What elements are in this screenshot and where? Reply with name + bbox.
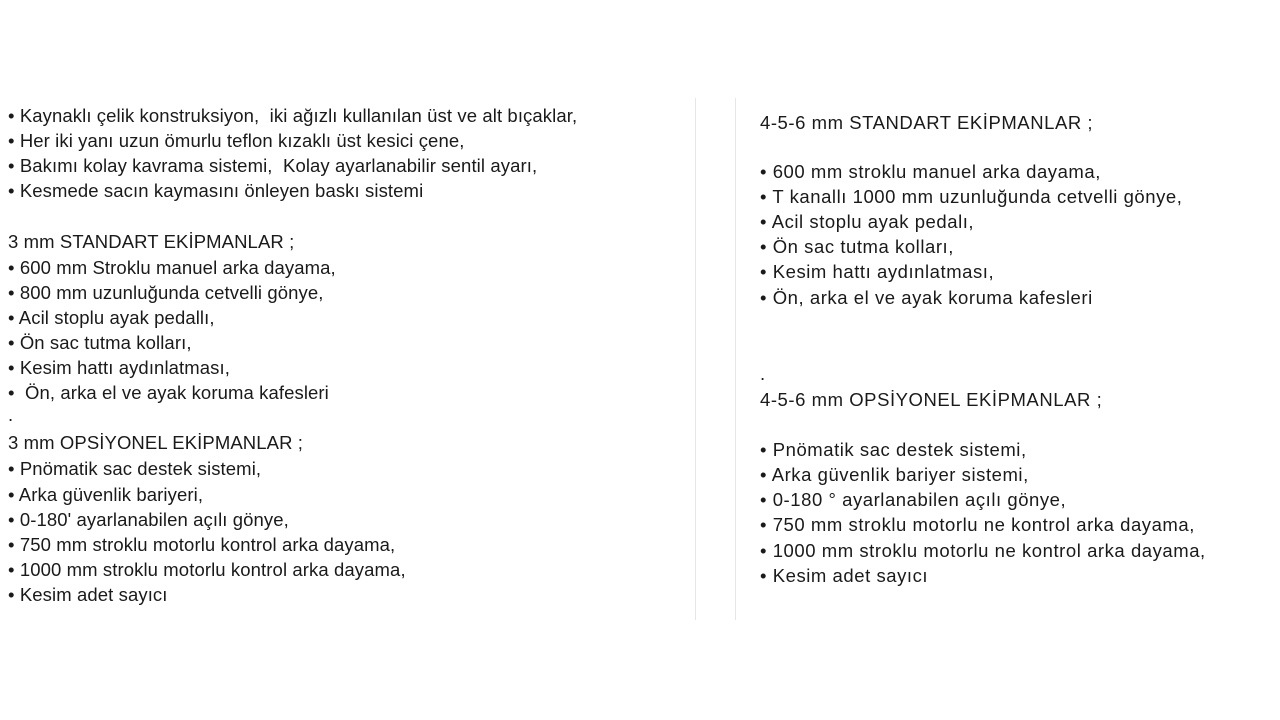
optional-item: • Pnömatik sac destek sistemi, xyxy=(8,458,262,479)
feature-item: • Bakımı kolay kavrama sistemi, Kolay ayarlanabilir sentil ayarı, xyxy=(8,155,538,176)
standard-heading-3mm: 3 mm STANDART EKİPMANLAR ; xyxy=(8,231,295,252)
optional-item: • Arka güvenlik bariyeri, xyxy=(8,484,204,505)
optional-item: • Kesim adet sayıcı xyxy=(8,584,168,605)
optional-heading-3mm: 3 mm OPSİYONEL EKİPMANLAR ; xyxy=(8,432,304,453)
standard-item: • Acil stoplu ayak pedallı, xyxy=(8,307,215,328)
column-divider-right xyxy=(735,98,736,620)
standard-item: • 800 mm uzunluğunda cetvelli gönye, xyxy=(8,282,324,303)
standard-item: • Kesim hattı aydınlatması, xyxy=(760,261,995,282)
optional-item: • 0-180' ayarlanabilen açılı gönye, xyxy=(8,509,289,530)
optional-item: • Arka güvenlik bariyer sistemi, xyxy=(760,464,1029,485)
separator-dot: . xyxy=(8,404,14,425)
standard-item: • Ön sac tutma kolları, xyxy=(760,236,954,257)
optional-item: • 0-180 ° ayarlanabilen açılı gönye, xyxy=(760,489,1067,510)
feature-item: • Her iki yanı uzun ömurlu teflon kızaklı üst kesici çene, xyxy=(8,130,465,151)
optional-heading-456mm: 4-5-6 mm OPSİYONEL EKİPMANLAR ; xyxy=(760,389,1103,410)
feature-item: • Kesmede sacın kaymasını önleyen baskı sistemi xyxy=(8,180,424,201)
standard-item: • Acil stoplu ayak pedalı, xyxy=(760,211,975,232)
optional-item: • 1000 mm stroklu motorlu kontrol arka dayama, xyxy=(8,559,406,580)
optional-item: • 750 mm stroklu motorlu kontrol arka dayama, xyxy=(8,534,396,555)
standard-item: • Kesim hattı aydınlatması, xyxy=(8,357,231,378)
standard-heading-456mm: 4-5-6 mm STANDART EKİPMANLAR ; xyxy=(760,112,1094,133)
standard-item: • T kanallı 1000 mm uzunluğunda cetvelli gönye, xyxy=(760,186,1183,207)
standard-item: • 600 mm Stroklu manuel arka dayama, xyxy=(8,257,336,278)
standard-item: • Ön, arka el ve ayak koruma kafesleri xyxy=(760,287,1093,308)
column-divider-left xyxy=(695,98,696,620)
optional-item: • Kesim adet sayıcı xyxy=(760,565,929,586)
optional-item: • 750 mm stroklu motorlu ne kontrol arka dayama, xyxy=(760,514,1195,535)
optional-item: • Pnömatik sac destek sistemi, xyxy=(760,439,1027,460)
separator-dot: . xyxy=(760,363,766,384)
optional-item: • 1000 mm stroklu motorlu ne kontrol arka dayama, xyxy=(760,540,1206,561)
feature-item: • Kaynaklı çelik konstruksiyon, iki ağızlı kullanılan üst ve alt bıçaklar, xyxy=(8,105,578,126)
standard-item: • Ön, arka el ve ayak koruma kafesleri xyxy=(8,382,329,403)
standard-item: • 600 mm stroklu manuel arka dayama, xyxy=(760,161,1101,182)
standard-item: • Ön sac tutma kolları, xyxy=(8,332,192,353)
